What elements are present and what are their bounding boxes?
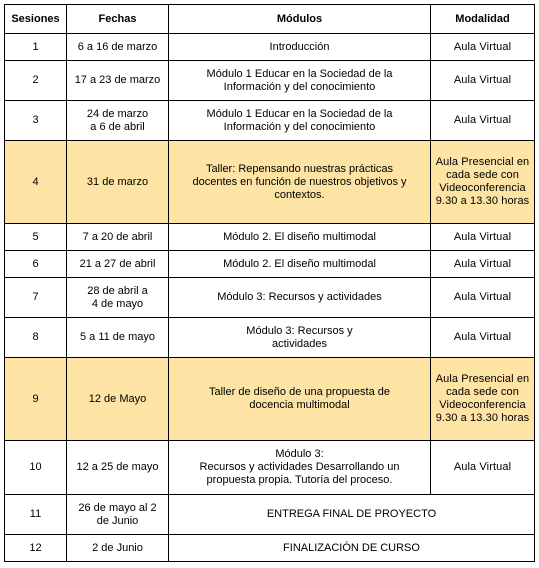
cell-fechas: 24 de marzo a 6 de abril [67, 101, 169, 141]
cell-fechas: 2 de Junio [67, 535, 169, 562]
cell-modalidad: Aula Virtual [431, 224, 535, 251]
cell-sesion: 2 [5, 61, 67, 101]
cell-modulo-merged: FINALIZACIÓN DE CURSO [169, 535, 535, 562]
table-row [5, 535, 535, 562]
table-row [5, 441, 535, 495]
cell-fechas: 6 a 16 de marzo [67, 34, 169, 61]
header-modulos: Módulos [169, 5, 431, 34]
cell-modalidad: Aula Virtual [431, 278, 535, 318]
cell-modalidad: Aula Presencial en cada sede con Videoconferencia 9.30 a 13.30 horas [431, 358, 535, 441]
cell-modulo: Módulo 1 Educar en la Sociedad de la Información y del conocimiento [169, 101, 431, 141]
table-row [5, 101, 535, 141]
cell-sesion: 3 [5, 101, 67, 141]
cell-modulo: Módulo 3: Recursos y actividades [169, 318, 431, 358]
cell-fechas: 12 a 25 de mayo [67, 441, 169, 495]
table-row [5, 224, 535, 251]
cell-modulo-merged: ENTREGA FINAL DE PROYECTO [169, 495, 535, 535]
cell-sesion: 1 [5, 34, 67, 61]
header-sesiones: Sesiones [5, 5, 67, 34]
cell-fechas: 21 a 27 de abril [67, 251, 169, 278]
table-row [5, 318, 535, 358]
cell-modulo: Módulo 3: Recursos y actividades [169, 278, 431, 318]
cell-fechas: 12 de Mayo [67, 358, 169, 441]
cell-fechas: 17 a 23 de marzo [67, 61, 169, 101]
cell-fechas: 26 de mayo al 2 de Junio [67, 495, 169, 535]
table-row [5, 358, 535, 441]
cell-sesion: 11 [5, 495, 67, 535]
schedule-table [4, 4, 535, 562]
cell-sesion: 7 [5, 278, 67, 318]
cell-fechas: 31 de marzo [67, 141, 169, 224]
cell-modulo: Módulo 1 Educar en la Sociedad de la Información y del conocimiento [169, 61, 431, 101]
cell-sesion: 12 [5, 535, 67, 562]
table-row [5, 34, 535, 61]
cell-sesion: 5 [5, 224, 67, 251]
cell-modulo: Introducción [169, 34, 431, 61]
cell-modulo: Módulo 2. El diseño multimodal [169, 224, 431, 251]
cell-modulo: Taller de diseño de una propuesta de docencia multimodal [169, 358, 431, 441]
cell-fechas: 28 de abril a 4 de mayo [67, 278, 169, 318]
table-body [5, 34, 535, 562]
cell-sesion: 10 [5, 441, 67, 495]
table-row [5, 141, 535, 224]
cell-fechas: 7 a 20 de abril [67, 224, 169, 251]
cell-modalidad: Aula Virtual [431, 441, 535, 495]
table-row [5, 495, 535, 535]
cell-modalidad: Aula Virtual [431, 34, 535, 61]
cell-sesion: 4 [5, 141, 67, 224]
header-fechas: Fechas [67, 5, 169, 34]
table-header [5, 5, 535, 34]
cell-modulo: Módulo 3: Recursos y actividades Desarrollando un propuesta propia. Tutoría del proceso. [169, 441, 431, 495]
cell-modalidad: Aula Virtual [431, 61, 535, 101]
table-row [5, 278, 535, 318]
cell-modalidad: Aula Virtual [431, 318, 535, 358]
header-modalidad: Modalidad [431, 5, 535, 34]
table-row [5, 251, 535, 278]
header-row [5, 5, 535, 34]
cell-sesion: 6 [5, 251, 67, 278]
cell-modalidad: Aula Presencial en cada sede con Videoconferencia 9.30 a 13.30 horas [431, 141, 535, 224]
cell-sesion: 8 [5, 318, 67, 358]
cell-fechas: 5 a 11 de mayo [67, 318, 169, 358]
table-row [5, 61, 535, 101]
cell-modalidad: Aula Virtual [431, 101, 535, 141]
cell-modulo: Módulo 2. El diseño multimodal [169, 251, 431, 278]
cell-modalidad: Aula Virtual [431, 251, 535, 278]
cell-modulo: Taller: Repensando nuestras prácticas docentes en función de nuestros objetivos y contextos. [169, 141, 431, 224]
cell-sesion: 9 [5, 358, 67, 441]
